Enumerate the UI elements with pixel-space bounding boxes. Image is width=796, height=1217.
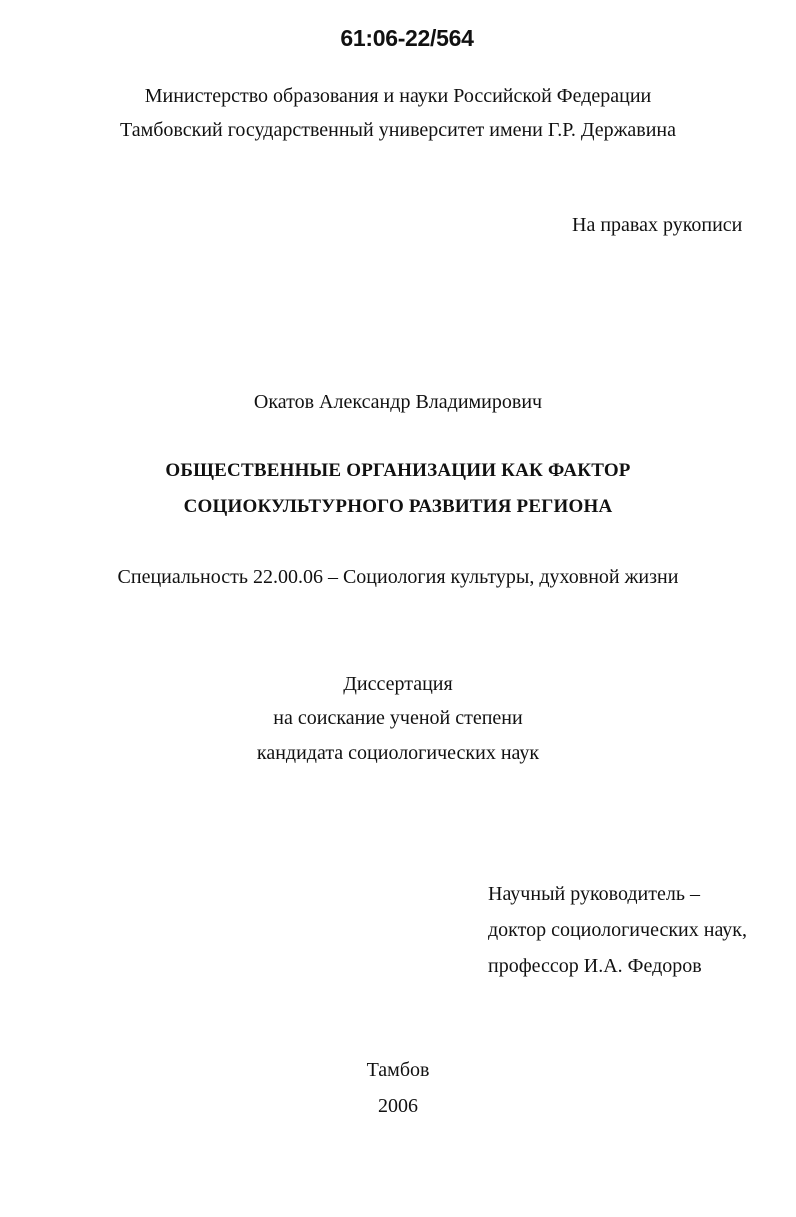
specialty: Специальность 22.00.06 – Социология культуры, духовной жизни bbox=[117, 566, 679, 588]
degree-line: на соискание ученой степени bbox=[273, 707, 523, 729]
supervisor-degree: доктор социологических наук, bbox=[488, 919, 748, 941]
thesis-title-line-1: ОБЩЕСТВЕННЫЕ ОРГАНИЗАЦИИ КАК ФАКТОР bbox=[165, 460, 631, 481]
catalog-code: 61:06-22/564 bbox=[340, 25, 474, 51]
manuscript-note: На правах рукописи bbox=[572, 214, 743, 236]
supervisor-label: Научный руководитель – bbox=[488, 883, 700, 905]
dissertation-label: Диссертация bbox=[343, 673, 453, 695]
ministry-name: Министерство образования и науки Российской Федерации bbox=[144, 85, 652, 107]
university-name: Тамбовский государственный университет имени Г.Р. Державина bbox=[119, 119, 677, 141]
year: 2006 bbox=[378, 1095, 418, 1117]
thesis-title-line-2: СОЦИОКУЛЬТУРНОГО РАЗВИТИЯ РЕГИОНА bbox=[183, 496, 613, 517]
degree-field: кандидата социологических наук bbox=[256, 742, 540, 764]
author-name: Окатов Александр Владимирович bbox=[253, 391, 543, 413]
city: Тамбов bbox=[366, 1059, 430, 1081]
supervisor-name: профессор И.А. Федоров bbox=[488, 955, 702, 977]
